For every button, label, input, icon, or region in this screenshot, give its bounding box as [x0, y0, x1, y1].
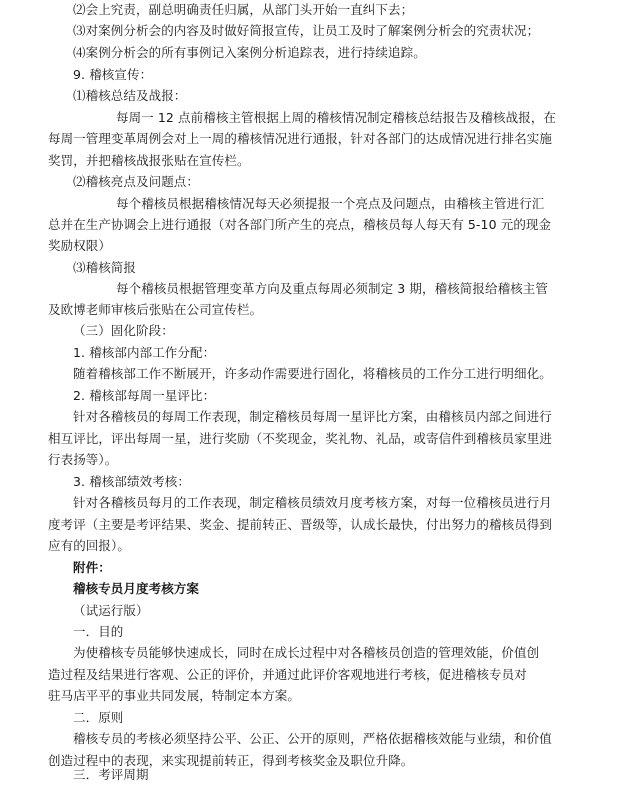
text-line: ⑷案例分析会的所有事例记入案例分析追踪表，进行持续追踪。 — [73, 45, 426, 60]
section-heading: 9. 稽核宣传： — [73, 67, 153, 82]
text-line: 奖励权限） — [48, 238, 112, 253]
text-line: 为使稽核专员能够快速成长，同时在成长过程中对各稽核员创造的管理效能，价值创 — [73, 645, 540, 660]
subsection-heading: ⑵稽核亮点及问题点： — [73, 174, 200, 189]
text-line: 及欧博老师审核后张贴在公司宣传栏。 — [48, 302, 263, 317]
text-line: 创造过程中的表现，来实现提前转正，得到考核奖金及职位升降。 — [48, 753, 414, 768]
subsection-heading: ⑶稽核简报 — [73, 260, 137, 275]
appendix-label: 附件： — [73, 560, 111, 575]
text-line: 驻马店平平的事业共同发展，特制定本方案。 — [48, 688, 301, 703]
text-line: ⑵会上究责，副总明确责任归属，从部门头开始一直纠下去； — [73, 2, 414, 17]
text-line: ⑶对案例分析会的内容及时做好简报宣传，让员工及时了解案例分析会的究责状况； — [73, 23, 540, 38]
subsection-heading: 3. 稽核部绩效考核： — [73, 474, 190, 489]
subsection-heading: ⑴稽核总结及战报： — [73, 88, 187, 103]
text-line: 总并在生产协调会上进行通报（对各部门所产生的亮点，稽核员每人每天有 5-10 元的现金 — [48, 217, 552, 232]
subsection-heading: 1. 稽核部内部工作分配： — [73, 345, 216, 360]
text-line: 稽核专员的考核必须坚持公平、公正、公开的原则，严格依据稽核效能与业绩，和价值 — [73, 731, 552, 746]
text-line: 每周一 12 点前稽核主管根据上周的稽核情况制定稽核总结报告及稽核战报，在 — [116, 110, 557, 125]
text-line: 每个稽核员根据管理变革方向及重点每周必须制定 3 期，稽核简报给稽核主管 — [116, 281, 549, 296]
text-line: 奖罚，并把稽核战报张贴在宣传栏。 — [48, 153, 250, 168]
section-heading: 三．考评周期 — [73, 767, 149, 782]
section-heading: 二．原则 — [73, 710, 124, 725]
text-line: 针对各稽核员的每周工作表现，制定稽核员每周一星评比方案，由稽核员内部之间进行 — [73, 409, 552, 424]
text-line: 度考评（主要是考评结果、奖金、提前转正、晋级等，认成长最快，付出努力的稽核员得到 — [48, 517, 553, 532]
text-line: 每周一管理变革周例会对上一周的稽核情况进行通报，针对各部门的达成情况进行排名实施 — [48, 131, 553, 146]
text-line: 行表扬等）。 — [48, 452, 118, 467]
text-line: 每个稽核员根据稽核情况每天必须提报一个亮点及问题点，由稽核主管进行汇 — [116, 196, 545, 211]
text-line: 应有的回报）。 — [48, 538, 130, 553]
text-line: 针对各稽核员每月的工作表现，制定稽核员绩效月度考核方案，对每一位稽核员进行月 — [73, 495, 552, 510]
text-line: 随着稽核部工作不断展开，许多动作需要进行固化，将稽核员的工作分工进行明细化。 — [73, 366, 552, 381]
text-line: 相互评比，评出每周一星，进行奖励（不奖现金，奖礼物、礼品，或寄信件到稽核员家里进 — [48, 431, 553, 446]
section-heading: （三）固化阶段： — [73, 323, 174, 338]
text-line: 造过程及结果进行客观、公正的评价，并通过此评价客观地进行考核，促进稽核专员对 — [48, 667, 527, 682]
subsection-heading: 2. 稽核部每周一星评比： — [73, 388, 216, 403]
appendix-title: 稽核专员月度考核方案 — [73, 581, 200, 596]
appendix-subtitle: （试运行版） — [73, 603, 149, 618]
section-heading: 一．目的 — [73, 624, 124, 639]
